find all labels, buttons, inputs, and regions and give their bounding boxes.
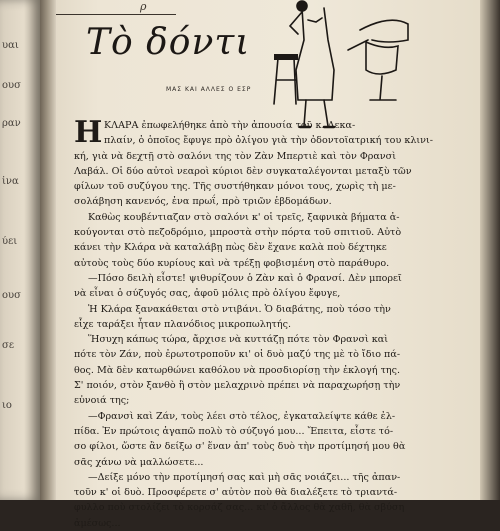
article-line: σολάβηση κανενός, ἐνα πρωΐ, πρὸ τριῶν ἑβδομάδων. <box>74 196 332 208</box>
left-page-fragment: υαι <box>2 40 19 51</box>
article-line: φίλων τοῦ συζύγου της. Τῆς συστήθηκαν μόνοι τους, χωρὶς τὴ με- <box>74 181 396 193</box>
left-page-fragment: ουσ <box>2 290 21 301</box>
left-page-fragment: σε <box>2 340 15 351</box>
article-body <box>74 115 460 531</box>
left-page-fragment: ραν <box>2 118 21 129</box>
article-line: κή, γιὰ νὰ δεχτῇ στὸ σαλόνι της τὸν Ζὰν Μπερτιὲ καὶ τὸν Φρανσὶ <box>74 150 396 162</box>
article-line: σο φίλοι, ὥστε ἂν δείξω σ' ἕναν ἀπ' τοὺς δυὸ τὴν προτίμησή μου θὰ <box>74 441 406 453</box>
article-line: σᾶς χάνω νὰ μαλλώσετε... <box>74 456 204 468</box>
drop-cap: Η <box>74 115 103 150</box>
article-line: ἀμέσως... <box>74 517 121 529</box>
article-line: Καθὼς κουβέντιαζαν στὸ σαλόνι κ' οἱ τρεῖς, ξαφνικὰ βήματα ἀ- <box>88 211 400 223</box>
illustration-credit: ΜΑΣ ΚΑΙ ΑΛΛΕΣ Ο ΕΣΡ <box>166 86 252 93</box>
article-line: εἶχε ταράξει ἦταν πλανόδιος μικροπωλητής. <box>74 318 292 330</box>
article-line: —Φρανσὶ καὶ Ζάν, τοὺς λέει στὸ τέλος, ἐγκαταλείψτε κάθε ἐλ- <box>88 410 396 422</box>
article-line: Ἡ Κλάρα ξανακάθεται στὸ ντιβάνι. Ὁ διαβάτης, ποὺ τόσο τὴν <box>88 303 391 315</box>
article-line: κούγονται στὸ πεζοδρόμιο, μπροστὰ στὴν πόρτα τοῦ σπιτιοῦ. Αὐτὸ <box>74 227 402 239</box>
article-line: νὰ εἶναι ὁ σύζυγός σας, ἀφοῦ μόλις πρὸ ὀλίγου ἔφυγε, <box>74 288 341 300</box>
header-mark: ρ <box>140 0 147 13</box>
article-line: —Πόσο δειλὴ εἶστε! ψιθυρίζουν ὁ Ζὰν καὶ ὁ Φρανσί. Δὲν μπορεῖ <box>88 272 402 284</box>
article-line: εὐνοιά της; <box>74 395 130 407</box>
article-line: —Δείξε μόνο τὴν προτίμησή σας καὶ μὴ σᾶς νοιάζει... τῆς ἀπαν- <box>88 471 401 483</box>
article-line: ΚΛΑΡΑ ἐπωφελήθηκε ἀπὸ τὴν ἀπουσία τοῦ κ. Λεκα- <box>104 120 356 131</box>
article-title: Τὸ δόντι <box>86 22 251 63</box>
article-line: πίδα. Ἐν πρώτοις ἀγαπῶ πολὺ τὸ σύζυγό μου... Ἔπειτα, εἶστε τό- <box>74 425 394 437</box>
left-facing-page <box>0 0 40 500</box>
article-line: Ἥσυχη κάπως τώρα, ἄρχισε νὰ κυττάζῃ πότε τὸν Φρανσὶ καὶ <box>88 334 389 346</box>
left-page-fragment: ουσ <box>2 80 21 91</box>
header-rule <box>56 4 176 15</box>
article-line: Λαβάλ. Οἱ δύο αὐτοὶ νεαροὶ κύριοι δὲν συγκαταλέγονται μεταξὺ τῶν <box>74 165 412 177</box>
left-page-fragment: ύει <box>2 236 18 247</box>
article-line: θος. Μὰ δὲν κατωρθώνει καθόλου νὰ προσδιορίσῃ τὴν ἐκλογή της. <box>74 364 401 376</box>
left-page-fragment: ἱνα <box>2 176 19 187</box>
article-line: πότε τὸν Ζάν, ποὺ ἐρωτοτροποῦν κι' οἱ δυὸ μαζύ της μὲ τὸ ἴδιο πά- <box>74 349 401 361</box>
right-page <box>56 0 480 529</box>
article-line: τοῦν κ' οἱ δυὸ. Προσφέρετε σ' αὐτὸν ποὺ θὰ διαλέξετε τὸ τριαντά- <box>74 487 398 499</box>
article-line: φυλλο ποὺ στολίζει τὸ κορσάζ σας... κι' ὁ ἄλλος θὰ χαθῆ, θὰ σβύση <box>74 502 405 514</box>
article-line: πλαίν, ὁ ὁποῖος ἔφυγε πρὸ ὀλίγου γιὰ τὴν ὀδοντοϊατρική του κλινι- <box>104 135 434 147</box>
left-page-fragment: ιο <box>2 400 12 411</box>
article-line: αὐτοὺς τοὺς δύο κυρίους καὶ νὰ τρέξῃ φοβισμένη στὸ παράθυρο. <box>74 257 390 269</box>
book-gutter <box>40 0 56 500</box>
article-line: κάνει τὴν Κλάρα νὰ καταλάβῃ πὼς δὲν ἔχανε καλὰ ποὺ δέχτηκε <box>74 242 387 254</box>
article-line: Σ' ποιόν, στὸν ξανθὸ ἢ στὸν μελαχρινὸ πρέπει νὰ παραχωρήσῃ τὴν <box>74 380 401 392</box>
page-edge-shadow <box>480 0 500 500</box>
dentist-illustration <box>262 0 412 135</box>
